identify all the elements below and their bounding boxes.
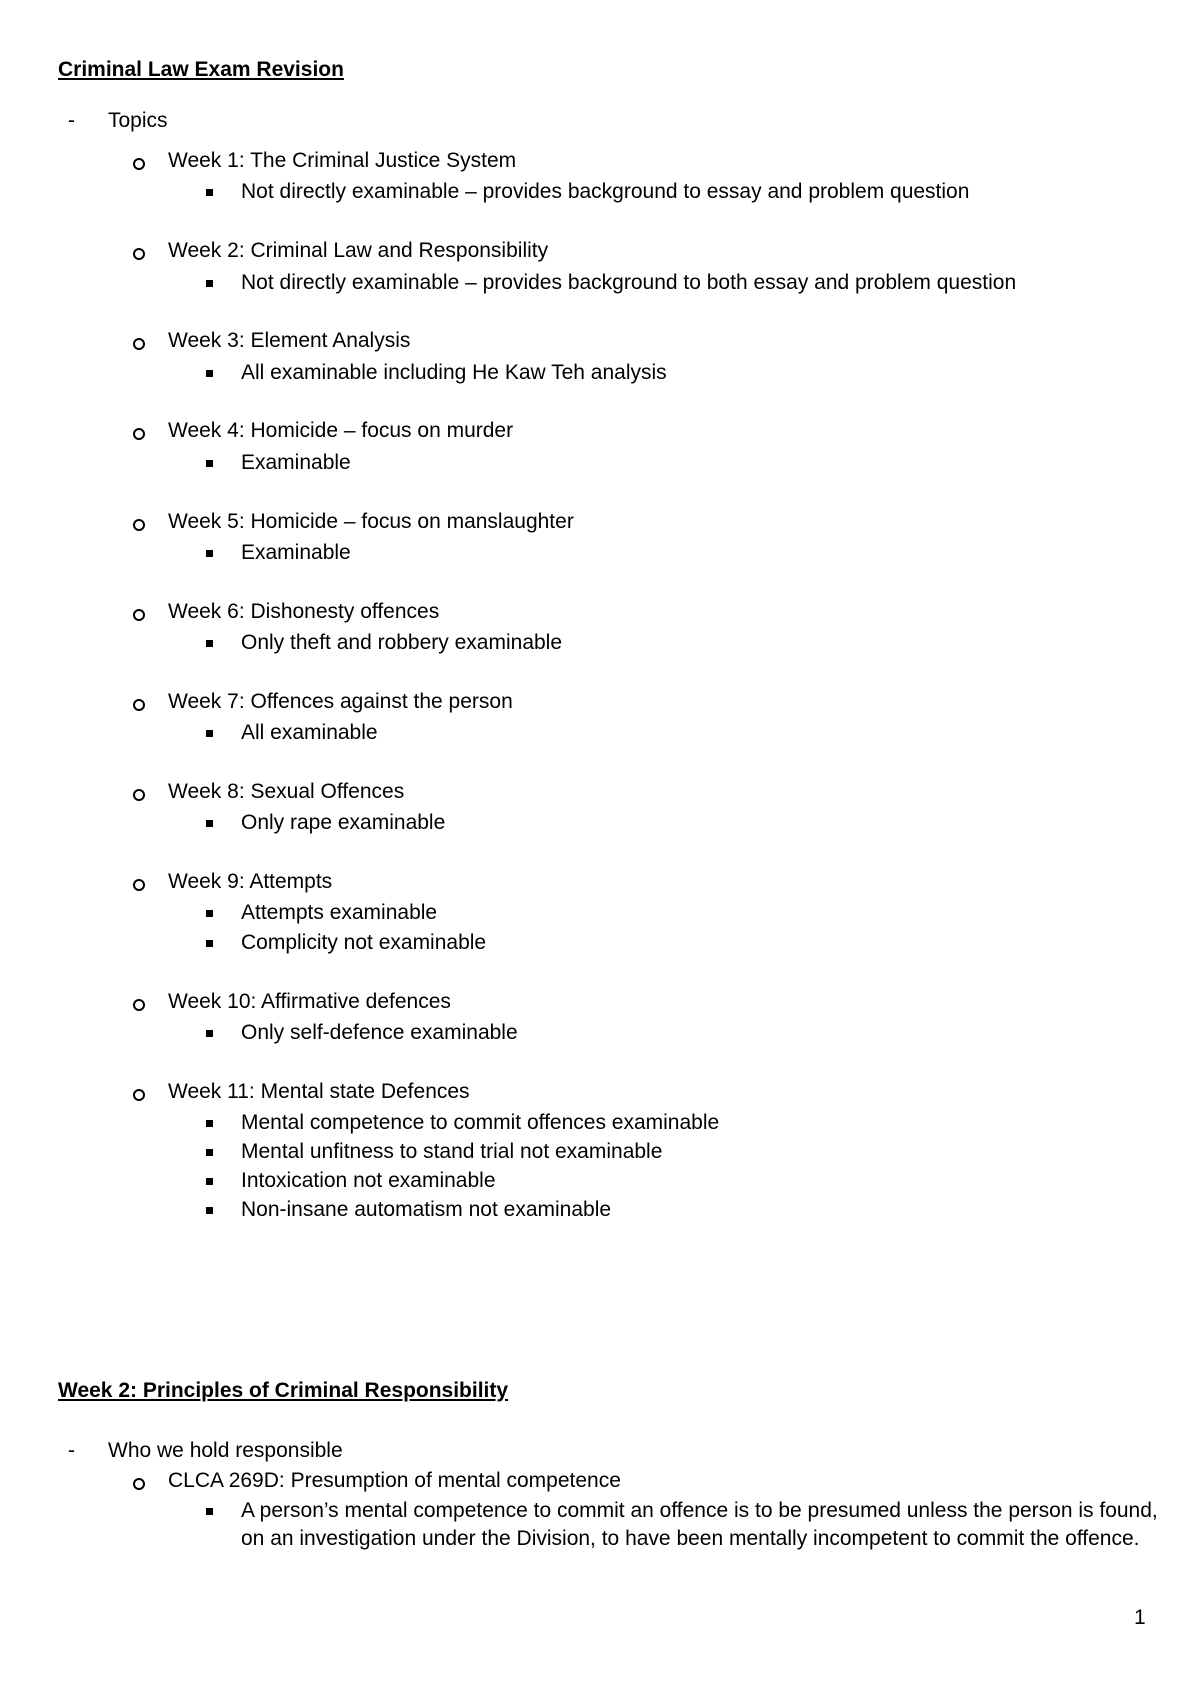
week-title: Week 8: Sexual Offences — [168, 780, 405, 803]
circle-bullet — [133, 1478, 145, 1490]
square-bullet — [206, 640, 213, 647]
section-text: A person’s mental competence to commit an offence is to be presumed unless the person is found, on an investigation under the Division, to have been mentally incompetent to commit the offence. — [241, 1499, 1158, 1550]
week-title: Week 6: Dishonesty offences — [168, 600, 440, 623]
topics-label: Topics — [108, 109, 168, 132]
week-note: Intoxication not examinable — [241, 1169, 496, 1192]
week-note: Only theft and robbery examinable — [241, 631, 563, 654]
week-note: Attempts examinable — [241, 901, 438, 924]
week-note: Mental competence to commit offences examinable — [241, 1111, 720, 1134]
week-note: Not directly examinable – provides background to essay and problem question — [241, 180, 970, 203]
square-bullet — [206, 189, 213, 196]
circle-bullet — [133, 158, 145, 170]
circle-bullet — [133, 879, 145, 891]
square-bullet — [206, 730, 213, 737]
square-bullet — [206, 280, 213, 287]
week-title: Week 9: Attempts — [168, 870, 333, 893]
week-note: Examinable — [241, 451, 351, 474]
week-note: All examinable — [241, 721, 378, 744]
dash-bullet: - — [68, 109, 75, 132]
square-bullet — [206, 1178, 213, 1185]
week-title: Week 2: Criminal Law and Responsibility — [168, 239, 549, 262]
week-title: Week 3: Element Analysis — [168, 329, 411, 352]
circle-bullet — [133, 248, 145, 260]
week-note: All examinable including He Kaw Teh analysis — [241, 361, 667, 384]
square-bullet — [206, 910, 213, 917]
circle-bullet — [133, 1089, 145, 1101]
square-bullet — [206, 1149, 213, 1156]
week-title: Week 7: Offences against the person — [168, 690, 513, 713]
square-bullet — [206, 820, 213, 827]
square-bullet — [206, 1120, 213, 1127]
circle-bullet — [133, 999, 145, 1011]
circle-bullet — [133, 338, 145, 350]
document-title: Criminal Law Exam Revision — [58, 58, 344, 81]
week-title: Week 11: Mental state Defences — [168, 1080, 470, 1103]
week-note: Non-insane automatism not examinable — [241, 1198, 612, 1221]
circle-bullet — [133, 428, 145, 440]
page-number: 1 — [1134, 1606, 1146, 1629]
circle-bullet — [133, 699, 145, 711]
square-bullet — [206, 460, 213, 467]
week-note: Only self-defence examinable — [241, 1021, 518, 1044]
dash-bullet: - — [68, 1439, 75, 1462]
week-note: Mental unfitness to stand trial not examinable — [241, 1140, 663, 1163]
week-note: Only rape examinable — [241, 811, 446, 834]
section-heading: Week 2: Principles of Criminal Responsibility — [58, 1379, 509, 1402]
week-note: Complicity not examinable — [241, 931, 487, 954]
circle-bullet — [133, 609, 145, 621]
week-title: Week 10: Affirmative defences — [168, 990, 451, 1013]
square-bullet — [206, 370, 213, 377]
week-title: Week 4: Homicide – focus on murder — [168, 419, 514, 442]
circle-bullet — [133, 519, 145, 531]
section-item: Who we hold responsible — [108, 1439, 343, 1462]
section-subitem: CLCA 269D: Presumption of mental competence — [168, 1469, 621, 1492]
week-title: Week 5: Homicide – focus on manslaughter — [168, 510, 574, 533]
square-bullet — [206, 550, 213, 557]
week-title: Week 1: The Criminal Justice System — [168, 149, 517, 172]
square-bullet — [206, 1207, 213, 1214]
square-bullet — [206, 940, 213, 947]
square-bullet — [206, 1508, 213, 1515]
week-note: Not directly examinable – provides background to both essay and problem question — [241, 271, 1017, 294]
square-bullet — [206, 1030, 213, 1037]
week-note: Examinable — [241, 541, 351, 564]
circle-bullet — [133, 789, 145, 801]
